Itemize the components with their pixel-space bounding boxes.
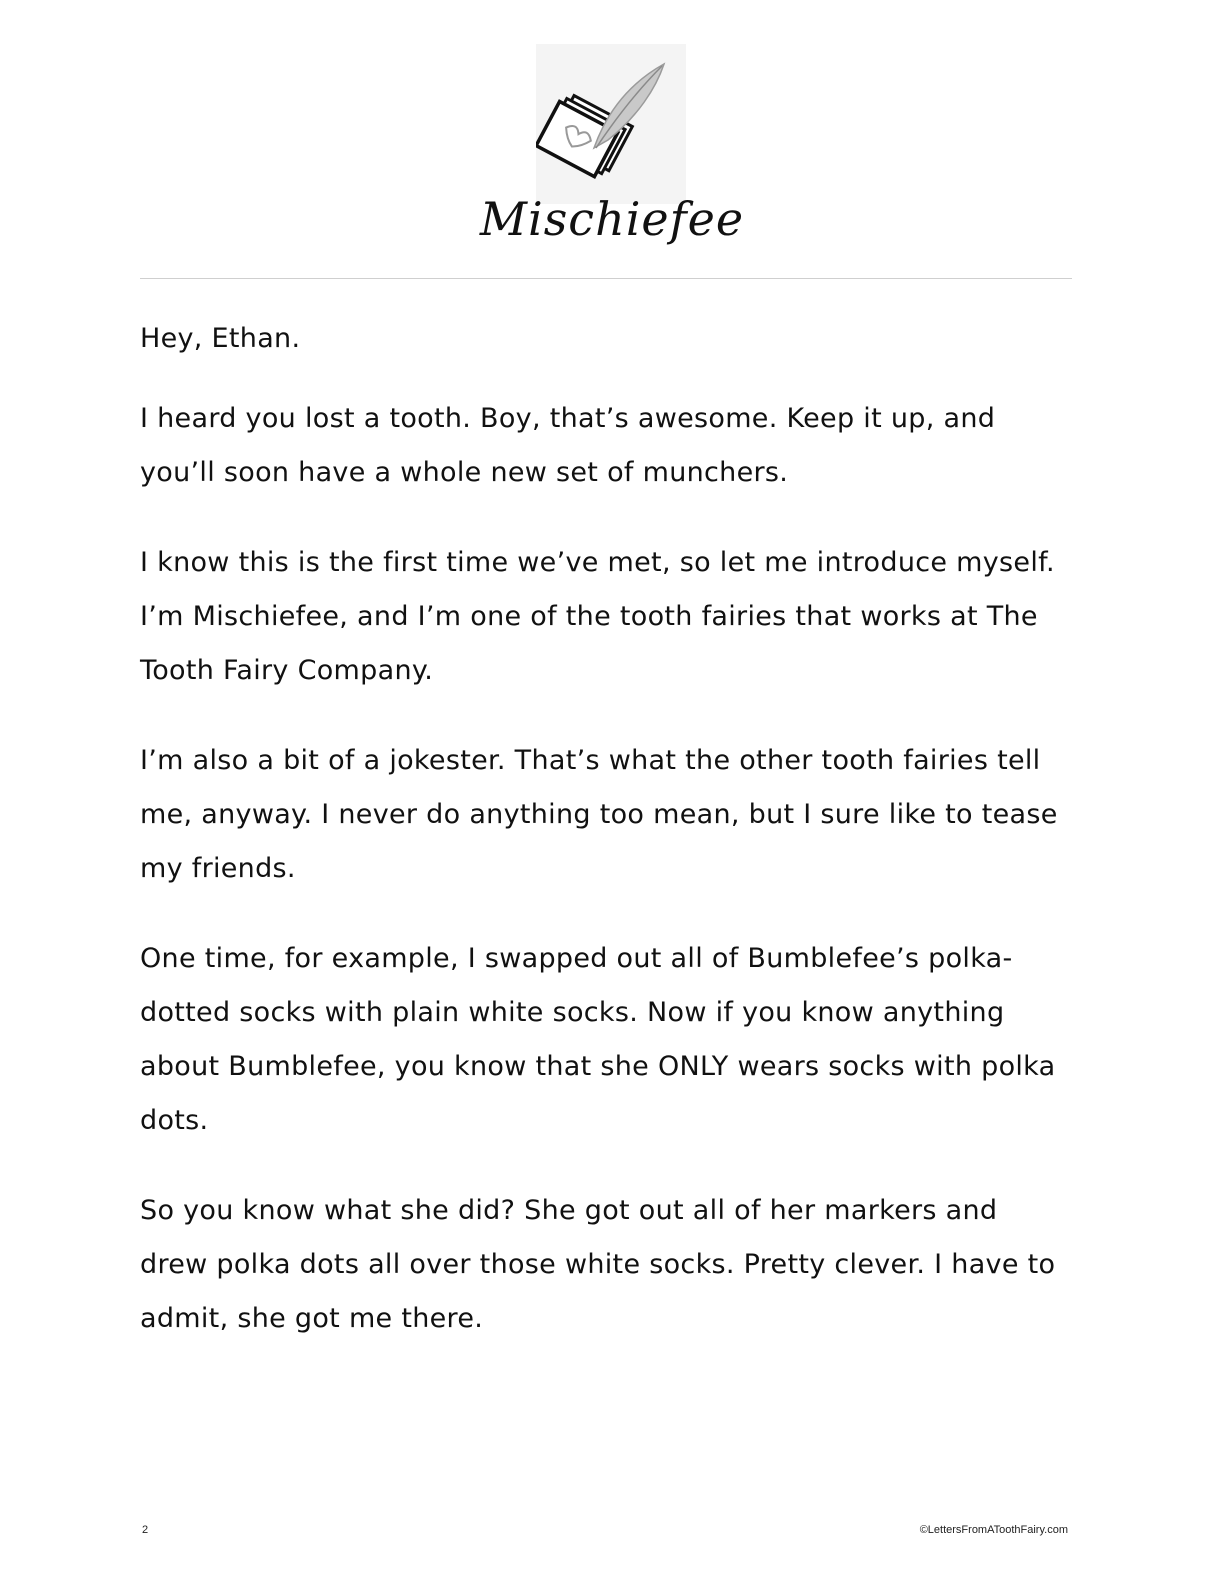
letter-paragraph: So you know what she did? She got out all of her markers and drew polka dots all over those white socks. Pretty clever. I have to admit, she got me there. bbox=[140, 1195, 1056, 1334]
letter-greeting: Hey, Ethan. bbox=[140, 323, 301, 354]
page-number: 2 bbox=[142, 1524, 149, 1536]
letter-paragraph: One time, for example, I swapped out all of Bumblefee’s polka-dotted socks with plain white socks. Now if you know anything about Bumblefee, you know that she ONLY wears socks with polka dots. bbox=[140, 943, 1056, 1136]
letter-paragraph: I heard you lost a tooth. Boy, that’s awesome. Keep it up, and you’ll soon have a whole new set of munchers. bbox=[140, 403, 996, 488]
copyright-notice: ©LettersFromAToothFairy.com bbox=[919, 1524, 1068, 1536]
page-title: Mischiefee bbox=[479, 192, 745, 246]
letter-with-quill-icon bbox=[536, 44, 686, 204]
header-divider bbox=[140, 278, 1072, 279]
letter-paragraph: I know this is the first time we’ve met, so let me introduce myself. I’m Mischiefee, and I’m one of the tooth fairies that works at The Tooth Fairy Company. bbox=[140, 547, 1055, 686]
logo bbox=[536, 44, 686, 204]
letter-paragraph: I’m also a bit of a jokester. That’s what the other tooth fairies tell me, anyway. I never do anything too mean, but I sure like to tease my friends. bbox=[140, 745, 1058, 884]
letter-body bbox=[140, 312, 1070, 1382]
